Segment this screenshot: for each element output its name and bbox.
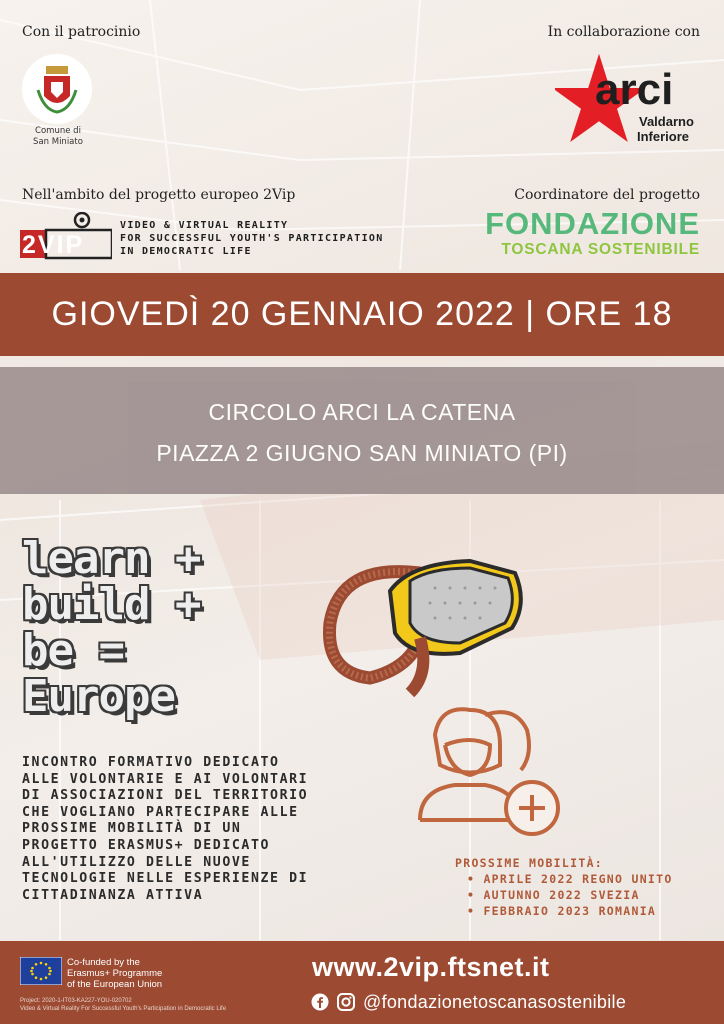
event-date: GIOVEDÌ 20 GENNAIO 2022 | ORE 18 xyxy=(51,295,673,333)
description-line: TECNOLOGIE NELLE ESPERIENZE DI xyxy=(22,871,309,887)
slogan-line: build + xyxy=(22,579,201,630)
fondazione-name: FONDAZIONE xyxy=(485,206,700,241)
description-line: PROSSIME MOBILITÀ DI UN xyxy=(22,821,242,837)
crest-icon xyxy=(22,54,92,124)
description xyxy=(22,755,412,904)
social-row xyxy=(311,990,626,1014)
instagram-icon[interactable] xyxy=(337,993,355,1011)
comune-crest-logo xyxy=(22,54,92,124)
project-line: Video & Virtual Reality For Successful Youth's Participation in Democratic Life xyxy=(20,1005,227,1012)
2vip-logo-graphic xyxy=(20,212,112,260)
eu-line: Erasmus+ Programme xyxy=(67,968,163,979)
mobilita-title: PROSSIME MOBILITÀ: xyxy=(455,856,604,870)
mobilita-list xyxy=(455,855,673,919)
ambito-label: Nell'ambito del progetto europeo 2Vip xyxy=(22,187,296,203)
description-line: ALL'UTILIZZO DELLE NUOVE xyxy=(22,854,251,870)
description-line: CITTADINANZA ATTIVA xyxy=(22,887,204,903)
website-link[interactable]: www.2vip.ftsnet.it xyxy=(312,952,550,982)
comune-label xyxy=(18,126,98,148)
comune-line: San Miniato xyxy=(33,137,83,147)
description-line: INCONTRO FORMATIVO DEDICATO xyxy=(22,755,280,770)
project-line: Project: 2020-1-IT03-KA227-YOU-020702 xyxy=(20,998,132,1004)
slogan-line: Europe xyxy=(22,671,175,722)
description-line: DI ASSOCIAZIONI DEL TERRITORIO xyxy=(22,788,309,804)
facebook-icon[interactable] xyxy=(311,993,329,1011)
slogan xyxy=(22,533,201,722)
eu-flag-icon xyxy=(20,957,62,985)
social-handle[interactable]: @fondazionetoscanasostenibile xyxy=(363,991,627,1012)
2vip-logo xyxy=(20,212,112,260)
location-band xyxy=(0,367,724,494)
2vip-tag-line: VIDEO & VIRTUAL REALITY xyxy=(120,220,289,231)
2vip-tag-line: IN DEMOCRATIC LIFE xyxy=(120,246,252,257)
mobilita-item: • APRILE 2022 REGNO UNITO xyxy=(467,871,673,887)
location-line-1: CIRCOLO ARCI LA CATENA xyxy=(208,399,516,425)
arci-logo xyxy=(555,52,705,152)
slogan-line: be = xyxy=(22,625,124,676)
location-line-2: PIAZZA 2 GIUGNO SAN MINIATO (PI) xyxy=(156,440,568,466)
project-info xyxy=(20,998,226,1013)
description-line: PROGETTO ERASMUS+ DEDICATO xyxy=(22,837,271,853)
2vip-tagline xyxy=(120,219,384,258)
mobilita-item: • FEBBRAIO 2023 ROMANIA xyxy=(467,903,673,919)
fondazione-logo xyxy=(485,207,700,259)
fondazione-sub: TOSCANA SOSTENIBILE xyxy=(501,241,700,258)
2vip-logo-text: 2VIP xyxy=(22,231,85,259)
eu-line: of the European Union xyxy=(67,979,163,990)
arci-logo-text: arci xyxy=(595,65,674,114)
coordinatore-label: Coordinatore del progetto xyxy=(514,187,700,203)
patrocinio-label: Con il patrocinio xyxy=(22,24,141,40)
arci-sub1: Valdarno xyxy=(639,114,694,129)
slogan-line: learn + xyxy=(22,533,201,584)
comune-line: Comune di xyxy=(35,126,81,136)
description-line: CHE VOGLIANO PARTECIPARE ALLE xyxy=(22,804,299,820)
vr-headset-icon xyxy=(300,543,530,713)
collaborazione-label: In collaborazione con xyxy=(547,24,700,40)
2vip-tag-line: FOR SUCCESSFUL YOUTH'S PARTICIPATION xyxy=(120,233,384,244)
arci-star-icon xyxy=(555,52,705,152)
eu-line: Co-funded by the xyxy=(67,957,140,968)
mobilita-item: • AUTUNNO 2022 SVEZIA xyxy=(467,887,673,903)
eu-cofunded-text xyxy=(67,957,162,990)
people-add-icon xyxy=(415,700,565,840)
arci-sub2: Inferiore xyxy=(637,129,690,144)
description-line: ALLE VOLONTARIE E AI VOLONTARI xyxy=(22,771,309,787)
date-band xyxy=(0,273,724,356)
